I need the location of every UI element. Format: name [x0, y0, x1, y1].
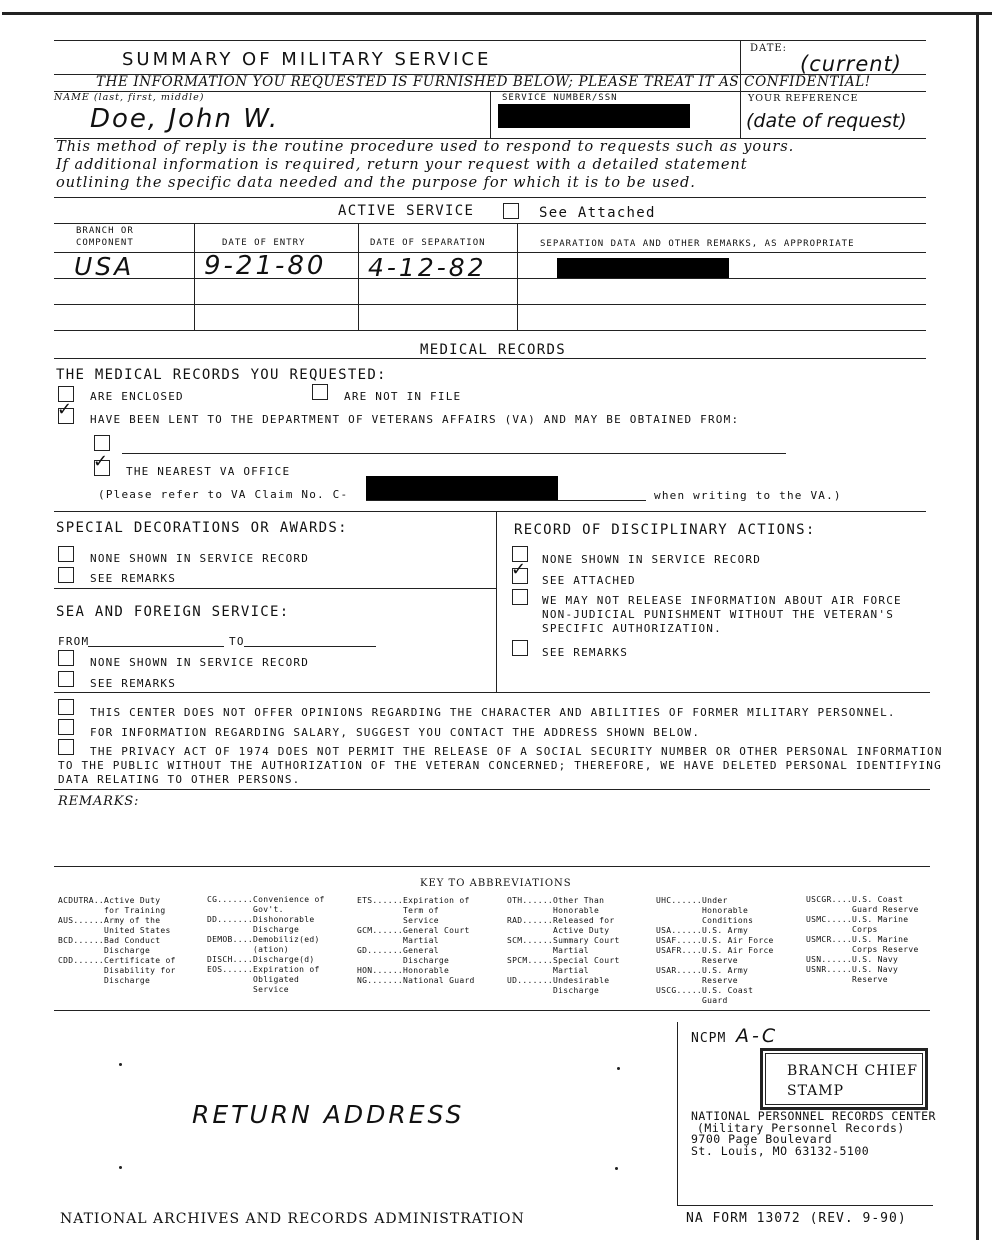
separation-col-divider	[517, 223, 518, 330]
return-address-corner-dot	[119, 1166, 122, 1169]
form-number: NA FORM 13072 (REV. 9-90)	[686, 1211, 907, 1226]
notice-opinions-label: THIS CENTER DOES NOT OFFER OPINIONS REGARDING THE CHARACTER AND ABILITIES OF FORMER MILITARY PERSONNEL.	[90, 706, 896, 719]
sea-remarks-label: SEE REMARKS	[90, 677, 177, 690]
sea-foreign-heading: SEA AND FOREIGN SERVICE:	[56, 604, 290, 620]
mid-divider	[496, 511, 497, 692]
claim-number-redaction	[366, 476, 558, 500]
page-right-edge	[976, 12, 979, 1240]
disciplinary-heading: RECORD OF DISCIPLINARY ACTIONS:	[514, 522, 816, 538]
branch-chief-stamp-box	[760, 1048, 928, 1110]
abbreviations-column-2: CG.......Convenience of Gov't. DD.......Dishonorable Discharge DEMOB....Demobiliz(ed) (ation) DISCH....Discharge(d) EOS......Expiration of Obligated Service	[207, 895, 325, 994]
branch-col-divider	[194, 223, 195, 330]
service-number-redaction	[498, 104, 690, 128]
date-label: DATE:	[750, 43, 788, 54]
lent-to-va-label: HAVE BEEN LENT TO THE DEPARTMENT OF VETERANS AFFAIRS (VA) AND MAY BE OBTAINED FROM:	[90, 413, 740, 426]
name-divider	[490, 91, 491, 138]
are-enclosed-label: ARE ENCLOSED	[90, 390, 184, 403]
notice-privacy-line-1: THE PRIVACY ACT OF 1974 DOES NOT PERMIT THE RELEASE OF A SOCIAL SECURITY NUMBER OR OTHER PERSONAL INFORMATION	[90, 745, 943, 758]
page-top-edge	[2, 12, 992, 15]
are-not-in-file-label: ARE NOT IN FILE	[344, 390, 462, 403]
remarks-col-header: SEPARATION DATA AND OTHER REMARKS, AS APPROPRIATE	[540, 239, 855, 249]
name-value: Doe, John W.	[90, 104, 280, 134]
reference-value: (date of request)	[746, 110, 907, 132]
notice-opinions-checkbox[interactable]	[58, 699, 74, 715]
ncpm-label: NCPM	[691, 1031, 727, 1046]
check-mark-icon: ✓	[511, 559, 527, 580]
from-line[interactable]	[88, 646, 224, 647]
active-service-heading: ACTIVE SERVICE	[338, 203, 475, 219]
check-mark-icon: ✓	[57, 399, 73, 420]
notice-salary-label: FOR INFORMATION REGARDING SALARY, SUGGEST YOU CONTACT THE ADDRESS SHOWN BELOW.	[90, 726, 701, 739]
nprc-line-1: NATIONAL PERSONNEL RECORDS CENTER	[691, 1109, 936, 1123]
decor-none-checkbox[interactable]	[58, 546, 74, 562]
active-row-2-bottom	[54, 304, 926, 305]
disc-none-label: NONE SHOWN IN SERVICE RECORD	[542, 553, 762, 566]
separation-data-redaction	[557, 258, 729, 278]
notices-top-rule	[54, 692, 930, 693]
separation-value: 4-12-82	[368, 253, 487, 282]
branch-col-header	[76, 225, 134, 249]
branch-value: USA	[74, 252, 135, 281]
medical-rule	[54, 358, 926, 359]
decor-none-label: NONE SHOWN IN SERVICE RECORD	[90, 552, 310, 565]
return-address-corner-dot	[119, 1063, 122, 1066]
active-row-1-top	[54, 252, 926, 253]
active-row-1-bottom	[54, 278, 926, 279]
claim-number-line	[366, 500, 646, 501]
abbreviations-column-3: ETS......Expiration of Term of Service GCM......General Court Martial GD.......General Discharge HON......Honorable NG.......National Guard	[357, 896, 475, 985]
entry-value: 9-21-80	[204, 251, 327, 281]
claim-prefix: (Please refer to VA Claim No. C-	[98, 488, 349, 501]
footer-top-rule	[54, 1010, 930, 1011]
form-title: SUMMARY OF MILITARY SERVICE	[122, 49, 492, 70]
date-value: (current)	[800, 52, 902, 76]
active-header-rule	[54, 223, 926, 224]
disc-remarks-label: SEE REMARKS	[542, 646, 629, 659]
name-label: NAME (last, first, middle)	[54, 92, 205, 103]
nprc-address	[691, 1111, 936, 1157]
entry-col-header: DATE OF ENTRY	[222, 238, 306, 248]
disc-remarks-checkbox[interactable]	[512, 640, 528, 656]
air-force-notice	[542, 594, 902, 636]
header-top-rule	[54, 40, 926, 41]
abbreviations-column-5: UHC......Under Honorable Conditions USA......U.S. Army USAF.....U.S. Air Force USAFR....U.S. Air Force Reserve USAR.....U.S. Army Reserve USCG.....U.S. Coast Guard	[656, 896, 774, 1005]
active-row-3-bottom	[54, 330, 926, 331]
intro-line-3: outlining the specific data needed and the purpose for which it is to be used.	[56, 174, 696, 191]
disc-attached-checkbox[interactable]	[511, 559, 528, 584]
return-address-label: RETURN ADDRESS	[192, 1100, 465, 1129]
medical-bottom-rule	[54, 511, 926, 512]
ncpm-value: A-C	[736, 1025, 779, 1047]
decorations-heading: SPECIAL DECORATIONS OR AWARDS:	[56, 520, 348, 536]
abbreviations-column-4: OTH......Other Than Honorable RAD......Released for Active Duty SCM......Summary Court Martial SPCM.....Special Court Martial UD.......Undesirable Discharge	[507, 896, 620, 995]
intro-line-1: This method of reply is the routine procedure used to respond to requests such as yours.	[56, 138, 795, 155]
check-mark-icon: ✓	[93, 451, 109, 472]
nprc-line-3: 9700 Page Boulevard	[691, 1132, 833, 1146]
remarks-label: REMARKS:	[58, 794, 140, 809]
decor-remarks-checkbox[interactable]	[58, 567, 74, 583]
claim-suffix: when writing to the VA.)	[654, 489, 842, 502]
lent-to-va-checkbox[interactable]	[57, 399, 74, 424]
notice-privacy-line-2: TO THE PUBLIC WITHOUT THE AUTHORIZATION OF THE VETERAN CONCERNED; THEREFORE, WE HAVE DELETED PERSONAL IDENTIFYING	[58, 759, 942, 772]
decor-sea-rule	[54, 588, 496, 589]
nearest-va-label: THE NEAREST VA OFFICE	[126, 465, 291, 478]
separation-col-header: DATE OF SEPARATION	[370, 238, 486, 248]
medical-subheading: THE MEDICAL RECORDS YOU REQUESTED:	[56, 367, 387, 383]
entry-col-divider	[358, 223, 359, 330]
abbreviations-heading: KEY TO ABBREVIATIONS	[420, 878, 572, 889]
are-not-in-file-checkbox[interactable]	[312, 384, 328, 400]
disc-attached-label: SEE ATTACHED	[542, 574, 636, 587]
air-force-line-2: NON-JUDICIAL PUNISHMENT WITHOUT THE VETERAN'S	[542, 608, 895, 621]
air-force-line-3: SPECIFIC AUTHORIZATION.	[542, 622, 722, 635]
confidential-notice: THE INFORMATION YOU REQUESTED IS FURNISHED BELOW; PLEASE TREAT IT AS CONFIDENTIAL!	[96, 74, 871, 90]
abbreviations-column-1: ACDUTRA..Active Duty for Training AUS......Army of the United States BCD......Bad Conduct Discharge CDD......Certificate of Disability for Discharge	[58, 896, 176, 985]
sea-none-checkbox[interactable]	[58, 650, 74, 666]
nearest-va-checkbox[interactable]	[93, 451, 110, 476]
remarks-top-rule	[54, 789, 930, 790]
notice-privacy-checkbox[interactable]	[58, 739, 74, 755]
disc-air-force-checkbox[interactable]	[512, 589, 528, 605]
nprc-block-bottom	[677, 1205, 933, 1206]
abbreviations-column-6: USCGR....U.S. Coast Guard Reserve USMC.....U.S. Marine Corps USMCR....U.S. Marine Corps Reserve USN......U.S. Navy USNR.....U.S. Navy Reserve	[806, 895, 919, 984]
from-label: FROM	[58, 635, 90, 648]
abbreviations-top-rule	[54, 866, 930, 867]
branch-col-header-line1: BRANCH OR	[76, 226, 134, 236]
to-label: TO	[229, 635, 245, 648]
service-number-label: SERVICE NUMBER/SSN	[502, 93, 618, 103]
branch-col-header-line2: COMPONENT	[76, 238, 134, 248]
notice-privacy-line-3: DATA RELATING TO OTHER PERSONS.	[58, 773, 301, 786]
agency-name: NATIONAL ARCHIVES AND RECORDS ADMINISTRATION	[60, 1211, 525, 1227]
return-address-corner-dot	[617, 1067, 620, 1070]
reference-label: YOUR REFERENCE	[748, 93, 859, 104]
stamp-line-2: STAMP	[787, 1083, 845, 1099]
va-address-line	[122, 453, 786, 454]
va-other-address-checkbox[interactable]	[94, 435, 110, 451]
nprc-block-divider	[677, 1022, 678, 1206]
decor-remarks-label: SEE REMARKS	[90, 572, 177, 585]
sea-remarks-checkbox[interactable]	[58, 671, 74, 687]
intro-paragraph	[56, 138, 794, 192]
notice-salary-checkbox[interactable]	[58, 719, 74, 735]
nprc-line-2: (Military Personnel Records)	[697, 1120, 905, 1135]
active-see-attached-label: See Attached	[539, 205, 656, 221]
medical-records-heading: MEDICAL RECORDS	[420, 342, 566, 358]
nprc-line-4: St. Louis, MO 63132-5100	[691, 1143, 870, 1158]
intro-line-2: If additional information is required, return your request with a detailed statement	[56, 156, 748, 173]
air-force-line-1: WE MAY NOT RELEASE INFORMATION ABOUT AIR FORCE	[542, 594, 902, 607]
active-service-top-rule	[54, 197, 926, 198]
active-see-attached-checkbox[interactable]	[503, 203, 519, 219]
stamp-line-1: BRANCH CHIEF	[787, 1063, 918, 1079]
return-address-corner-dot	[615, 1167, 618, 1170]
sea-none-label: NONE SHOWN IN SERVICE RECORD	[90, 656, 310, 669]
to-line[interactable]	[244, 646, 376, 647]
